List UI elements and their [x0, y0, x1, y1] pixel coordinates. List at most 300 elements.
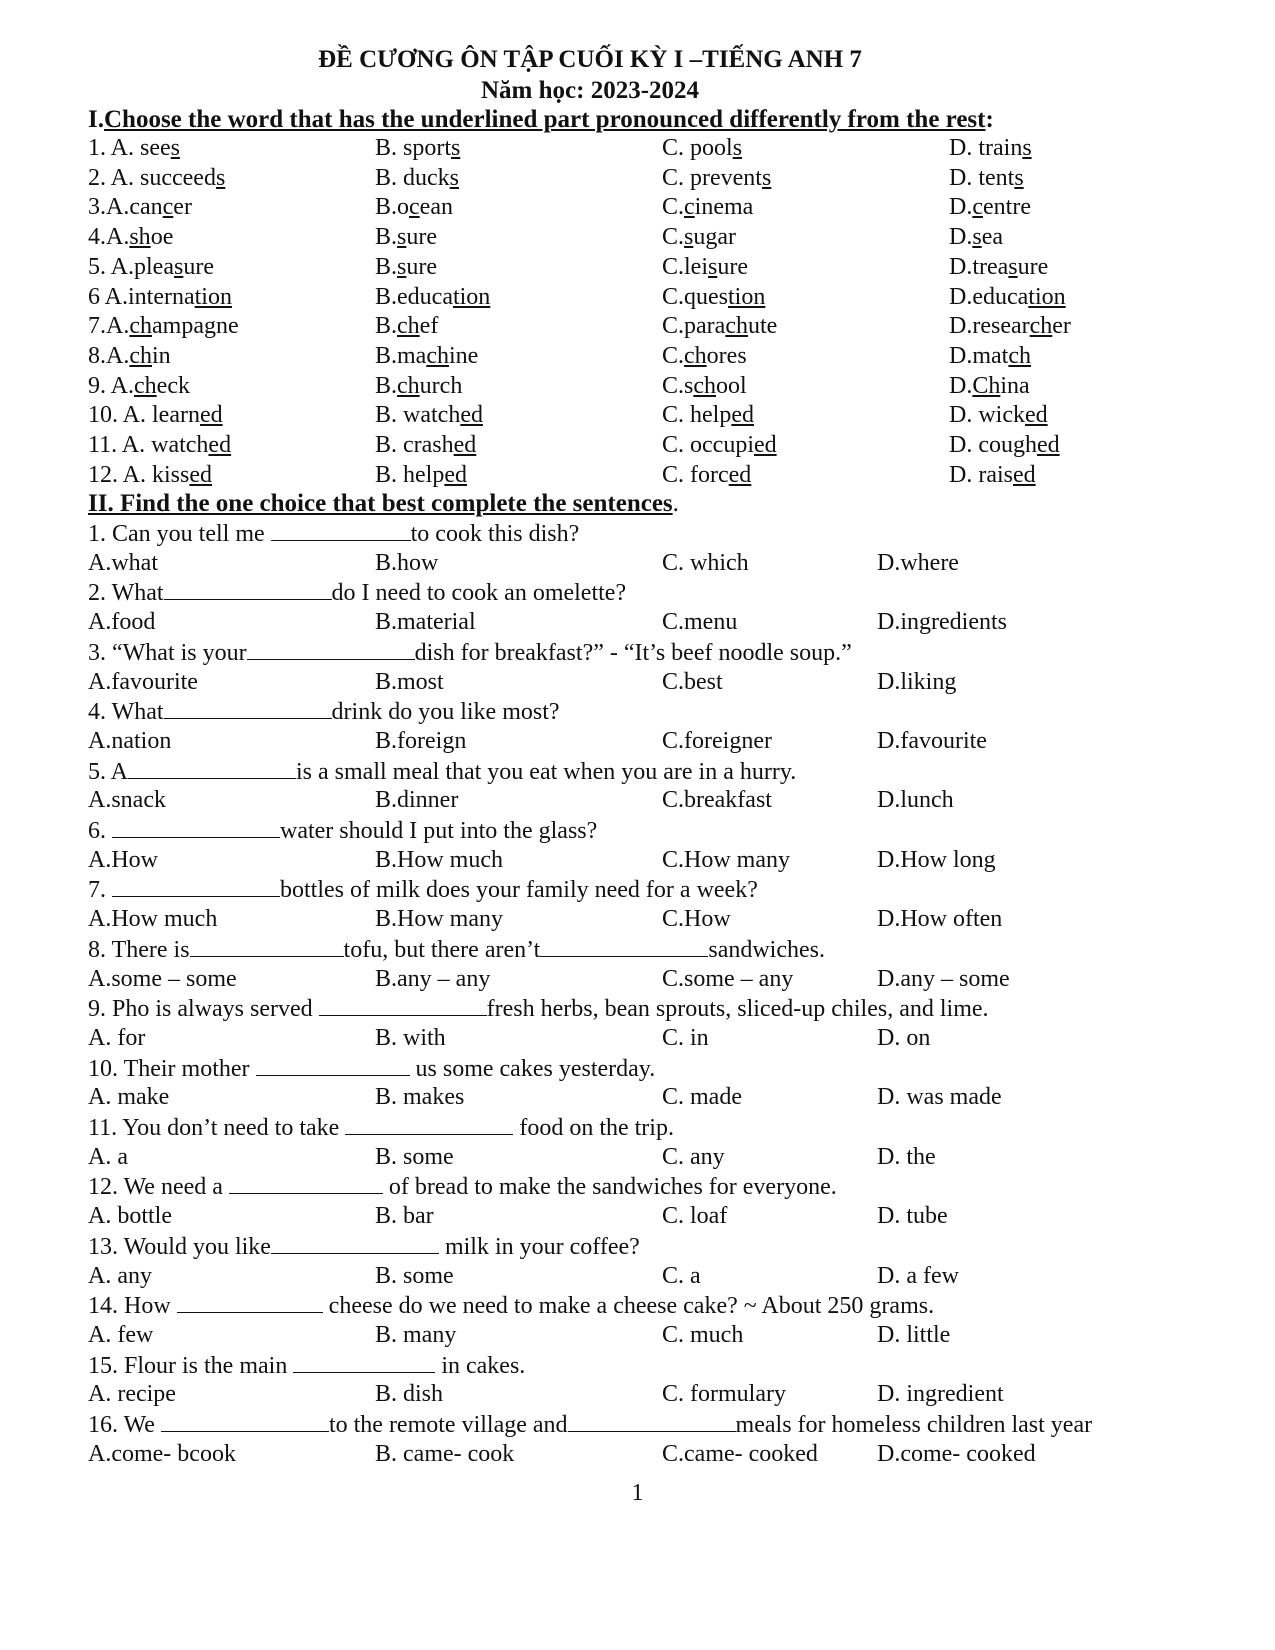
- options-line: [0, 550, 1275, 581]
- answer-blank: [293, 1352, 435, 1373]
- option-text: er: [1052, 313, 1071, 340]
- option-text: 8.A.: [88, 342, 130, 369]
- underlined-part: ch: [684, 342, 707, 369]
- pronunciation-option: [662, 194, 753, 221]
- pronunciation-option: [375, 165, 459, 192]
- underlined-part: ch: [426, 342, 449, 369]
- answer-blank: [319, 995, 487, 1016]
- answer-option: B.material: [375, 609, 476, 636]
- question-part: 15. Flour is the main: [88, 1352, 294, 1379]
- question-line: [0, 1173, 1275, 1204]
- option-text: D. wick: [949, 402, 1025, 429]
- underlined-part: tion: [1028, 283, 1066, 310]
- answer-option: C.best: [662, 668, 723, 695]
- underlined-part: c: [972, 194, 983, 221]
- answer-option: B.how: [375, 549, 439, 576]
- answer-option: D. tube: [877, 1203, 948, 1230]
- option-text: ure: [717, 253, 748, 280]
- options-line: [0, 966, 1275, 997]
- answer-option: B. bar: [375, 1203, 434, 1230]
- option-text: ool: [716, 372, 747, 399]
- pronunciation-item: [0, 284, 1275, 315]
- option-text: D.: [949, 372, 973, 399]
- option-text: ine: [448, 342, 479, 369]
- options-line: [0, 787, 1275, 818]
- question-text: [88, 1114, 674, 1142]
- option-text: B.: [375, 224, 398, 251]
- option-text: B. watch: [375, 402, 461, 429]
- underlined-part: ch: [129, 342, 152, 369]
- option-text: ure: [183, 253, 214, 280]
- option-text: C.lei: [662, 253, 708, 280]
- pronunciation-option: [375, 194, 453, 221]
- question-part: bottles of milk does your family need for a week?: [280, 877, 758, 904]
- section-2-period: .: [672, 490, 679, 517]
- answer-option: A.favourite: [88, 668, 198, 695]
- option-text: D.educa: [949, 283, 1029, 310]
- document-title: ĐỀ CƯƠNG ÔN TẬP CUỐI KỲ I –TIẾNG ANH 7: [318, 46, 862, 73]
- answer-option: C.How many: [662, 846, 790, 873]
- question-text: [88, 520, 579, 548]
- underlined-part: ch: [1008, 342, 1031, 369]
- answer-option: B.foreign: [375, 727, 467, 754]
- pronunciation-option: [88, 343, 171, 370]
- question-part: do I need to cook an omelette?: [331, 580, 627, 607]
- answer-option: A. make: [88, 1084, 170, 1111]
- option-text: 3.A.can: [88, 194, 163, 221]
- option-text: 12. A. kiss: [88, 461, 190, 488]
- underlined-part: ch: [725, 313, 748, 340]
- answer-option: D.liking: [877, 668, 957, 695]
- answer-option: C. loaf: [662, 1203, 728, 1230]
- question-part: 4. What: [88, 699, 164, 726]
- question-part: food on the trip.: [513, 1115, 674, 1141]
- question-part: in cakes.: [435, 1352, 526, 1379]
- answer-option: D.lunch: [877, 787, 954, 814]
- answer-option: A.food: [88, 609, 156, 636]
- answer-option: C.foreigner: [662, 727, 772, 754]
- answer-option: B. dish: [375, 1381, 444, 1408]
- option-text: ampagne: [152, 313, 239, 340]
- answer-option: D. little: [877, 1321, 951, 1348]
- pronunciation-item: [0, 462, 1275, 493]
- pronunciation-option: [662, 402, 754, 429]
- option-text: B. sport: [375, 135, 452, 161]
- option-text: C.: [662, 224, 685, 251]
- option-text: urch: [419, 372, 463, 399]
- question-part: dish for breakfast?” - “It’s beef noodle soup.”: [414, 639, 852, 666]
- question-part: milk in your coffee?: [438, 1233, 640, 1260]
- option-text: B.: [375, 253, 398, 280]
- pronunciation-item: [0, 313, 1275, 344]
- answer-option: B. with: [375, 1024, 446, 1051]
- question-text: [88, 1173, 837, 1201]
- options-line: [0, 1263, 1275, 1294]
- pronunciation-option: [88, 194, 192, 221]
- answer-option: D.come- cooked: [877, 1440, 1036, 1467]
- question-line: [0, 817, 1275, 848]
- answer-option: C. which: [662, 549, 749, 576]
- underlined-part: s: [972, 224, 982, 251]
- pronunciation-option: [949, 135, 1032, 162]
- option-text: ina: [1000, 372, 1030, 399]
- answer-blank: [164, 579, 332, 600]
- answer-option: C.How: [662, 906, 731, 933]
- question-part: cheese do we need to make a cheese cake? ~ About 250 grams.: [322, 1293, 935, 1320]
- question-text: [88, 1233, 640, 1261]
- option-text: C. forc: [662, 461, 729, 488]
- option-text: D. tent: [949, 164, 1015, 191]
- answer-option: A.How much: [88, 906, 218, 933]
- option-text: ure: [406, 224, 438, 251]
- question-part: 7.: [88, 877, 112, 904]
- underlined-part: tion: [728, 283, 766, 310]
- option-text: B.ma: [375, 342, 427, 369]
- option-text: D.resear: [949, 313, 1030, 340]
- pronunciation-option: [662, 135, 742, 162]
- option-text: in: [152, 342, 171, 369]
- underlined-part: ed: [731, 402, 754, 429]
- option-text: inema: [694, 194, 754, 221]
- pronunciation-option: [662, 284, 765, 311]
- answer-option: C.menu: [662, 609, 738, 636]
- pronunciation-option: [375, 402, 483, 429]
- answer-blank: [177, 1292, 323, 1313]
- question-line: [0, 1352, 1275, 1383]
- pronunciation-option: [375, 313, 438, 340]
- option-text: 5. A.plea: [88, 253, 174, 280]
- answer-option: B. some: [375, 1262, 454, 1289]
- option-text: D. cough: [949, 432, 1037, 458]
- pronunciation-option: [88, 462, 212, 489]
- pronunciation-option: [662, 224, 736, 251]
- underlined-part: s: [170, 135, 180, 161]
- question-part: to cook this dish?: [410, 521, 580, 547]
- pronunciation-item: [0, 402, 1275, 433]
- option-text: ure: [406, 253, 438, 280]
- underlined-part: s: [732, 135, 743, 161]
- options-line: [0, 728, 1275, 759]
- answer-option: A. for: [88, 1024, 146, 1051]
- answer-option: C.some – any: [662, 965, 794, 992]
- pronunciation-option: [949, 284, 1066, 311]
- option-text: 10. A. learn: [88, 402, 200, 429]
- answer-blank: [161, 1411, 329, 1432]
- pronunciation-item: [0, 432, 1275, 463]
- pronunciation-option: [949, 194, 1031, 221]
- option-text: D. rais: [949, 461, 1013, 488]
- pronunciation-item: [0, 135, 1275, 166]
- pronunciation-option: [662, 462, 751, 489]
- option-text: er: [173, 194, 192, 221]
- question-part: 3. “What is your: [88, 639, 247, 666]
- page-number: 1: [631, 1480, 644, 1506]
- underlined-part: Ch: [972, 372, 1001, 399]
- options-line: [0, 906, 1275, 937]
- pronunciation-option: [662, 432, 777, 459]
- option-text: B.: [375, 372, 398, 399]
- answer-option: D. was made: [877, 1084, 1002, 1111]
- answer-option: C.came- cooked: [662, 1440, 818, 1467]
- option-text: 1. A. see: [88, 135, 171, 161]
- answer-option: A.How: [88, 846, 158, 873]
- option-text: ute: [747, 313, 778, 340]
- answer-option: D. the: [877, 1143, 936, 1170]
- pronunciation-item: [0, 254, 1275, 285]
- underlined-part: s: [684, 224, 694, 251]
- answer-option: A.what: [88, 549, 158, 576]
- answer-blank: [229, 1173, 383, 1194]
- option-text: B.educa: [375, 283, 453, 310]
- underlined-part: ch: [129, 313, 152, 340]
- question-part: 14. How: [88, 1293, 177, 1320]
- options-line: [0, 1322, 1275, 1353]
- answer-option: B. some: [375, 1143, 454, 1170]
- option-text: ef: [419, 313, 439, 340]
- question-line: [0, 758, 1275, 789]
- pronunciation-option: [949, 432, 1060, 459]
- underlined-part: s: [761, 164, 772, 191]
- question-part: 10. Their mother: [88, 1055, 256, 1082]
- question-part: 1. Can you tell me: [88, 521, 271, 547]
- section-2-title: II. Find the one choice that best complete the sentences: [88, 490, 673, 517]
- underlined-part: ed: [753, 432, 777, 458]
- section-1-label: I.: [88, 106, 104, 133]
- underlined-part: s: [449, 164, 460, 191]
- option-text: D.trea: [949, 253, 1009, 280]
- options-line: [0, 609, 1275, 640]
- underlined-part: ch: [693, 372, 717, 399]
- underlined-part: s: [215, 164, 226, 191]
- pronunciation-option: [88, 432, 231, 459]
- question-part: of bread to make the sandwiches for everyone.: [382, 1174, 837, 1201]
- answer-option: C.breakfast: [662, 787, 772, 814]
- underlined-part: ed: [1036, 432, 1060, 458]
- options-line: [0, 1441, 1275, 1472]
- pronunciation-option: [88, 402, 223, 429]
- option-text: ean: [419, 194, 453, 221]
- option-text: entre: [983, 194, 1031, 221]
- answer-blank: [540, 936, 708, 957]
- option-text: B. help: [375, 461, 445, 488]
- pronunciation-option: [375, 373, 462, 400]
- underlined-part: s: [708, 253, 718, 280]
- question-line: [0, 1233, 1275, 1264]
- option-text: 6 A.interna: [88, 283, 195, 310]
- question-text: [88, 579, 626, 607]
- underlined-part: s: [1022, 135, 1032, 161]
- underlined-part: ed: [189, 461, 213, 488]
- underlined-part: ed: [199, 402, 223, 429]
- question-part: 2. What: [88, 580, 164, 607]
- question-part: 16. We: [88, 1412, 161, 1438]
- answer-option: A. few: [88, 1321, 154, 1348]
- pronunciation-option: [88, 165, 225, 192]
- answer-option: A. a: [88, 1143, 128, 1170]
- pronunciation-option: [375, 224, 437, 251]
- answer-option: A. recipe: [88, 1381, 176, 1408]
- question-line: [0, 520, 1275, 551]
- answer-option: B.How much: [375, 846, 503, 873]
- option-text: C. help: [662, 402, 732, 429]
- answer-blank: [164, 698, 332, 719]
- question-text: [88, 758, 796, 786]
- answer-option: A. bottle: [88, 1203, 172, 1230]
- question-part: is a small meal that you eat when you are in a hurry.: [296, 758, 797, 785]
- question-line: [0, 995, 1275, 1026]
- question-text: [88, 639, 852, 667]
- pronunciation-option: [88, 224, 173, 251]
- pronunciation-option: [949, 373, 1030, 400]
- pronunciation-option: [949, 402, 1048, 429]
- answer-option: A.nation: [88, 727, 172, 754]
- answer-option: D. a few: [877, 1262, 959, 1289]
- underlined-part: s: [451, 135, 461, 161]
- answer-option: B. many: [375, 1321, 457, 1348]
- section-2-heading: [88, 490, 679, 518]
- question-part: meals for homeless children last year: [735, 1412, 1093, 1438]
- question-text: [88, 1352, 525, 1380]
- pronunciation-option: [88, 313, 239, 340]
- pronunciation-option: [662, 343, 747, 370]
- underlined-part: tion: [452, 283, 491, 310]
- pronunciation-option: [88, 284, 232, 311]
- question-part: water should I put into the glass?: [280, 818, 598, 844]
- pronunciation-item: [0, 373, 1275, 404]
- options-line: [0, 847, 1275, 878]
- pronunciation-option: [375, 284, 490, 311]
- pronunciation-option: [88, 373, 190, 400]
- answer-blank: [271, 520, 411, 541]
- option-text: D.mat: [949, 342, 1009, 369]
- option-text: ugar: [693, 224, 737, 251]
- answer-option: C. formulary: [662, 1381, 786, 1408]
- underlined-part: ch: [397, 313, 420, 340]
- pronunciation-option: [662, 373, 747, 400]
- question-line: [0, 698, 1275, 729]
- underlined-part: ed: [208, 432, 232, 458]
- options-line: [0, 1025, 1275, 1056]
- option-text: oe: [150, 224, 174, 251]
- question-line: [0, 579, 1275, 610]
- option-text: C.: [662, 194, 685, 221]
- question-line: [0, 936, 1275, 967]
- option-text: B.o: [375, 194, 410, 221]
- question-text: [88, 1411, 1092, 1439]
- answer-blank: [112, 817, 280, 838]
- options-line: [0, 1084, 1275, 1115]
- underlined-part: tion: [194, 283, 232, 310]
- question-text: [88, 698, 560, 726]
- answer-option: D. on: [877, 1024, 931, 1051]
- option-text: C.para: [662, 313, 726, 340]
- option-text: C. prevent: [662, 164, 762, 191]
- option-text: D. train: [949, 135, 1023, 161]
- underlined-part: c: [162, 194, 174, 221]
- answer-option: C. in: [662, 1024, 709, 1051]
- underlined-part: ed: [444, 461, 467, 488]
- answer-blank: [112, 876, 280, 897]
- answer-option: B. came- cook: [375, 1440, 515, 1467]
- option-text: 2. A. succeed: [88, 164, 216, 191]
- pronunciation-option: [375, 343, 478, 370]
- answer-option: B.How many: [375, 906, 503, 933]
- answer-option: D.ingredients: [877, 609, 1007, 636]
- underlined-part: ch: [1029, 313, 1053, 340]
- pronunciation-item: [0, 224, 1275, 255]
- option-text: C. pool: [662, 135, 733, 161]
- pronunciation-option: [949, 165, 1024, 192]
- section-1-title: Choose the word that has the underlined part pronounced differently from the rest: [103, 106, 986, 133]
- options-line: [0, 1203, 1275, 1234]
- answer-option: C. a: [662, 1262, 701, 1289]
- answer-option: B.any – any: [375, 965, 491, 992]
- underlined-part: s: [397, 224, 407, 251]
- answer-option: A.come- bcook: [88, 1440, 236, 1467]
- underlined-part: c: [684, 194, 695, 221]
- pronunciation-option: [662, 165, 771, 192]
- question-text: [88, 1292, 934, 1320]
- question-part: drink do you like most?: [331, 699, 560, 726]
- question-line: [0, 1114, 1275, 1145]
- pronunciation-option: [662, 254, 748, 281]
- answer-blank: [128, 758, 296, 779]
- option-text: B. crash: [375, 432, 454, 458]
- answer-blank: [271, 1233, 439, 1254]
- question-part: 13. Would you like: [88, 1233, 271, 1260]
- option-text: C.ques: [662, 283, 728, 310]
- pronunciation-item: [0, 343, 1275, 374]
- question-part: tofu, but there aren’t: [343, 936, 541, 963]
- question-line: [0, 876, 1275, 907]
- question-part: 11. You don’t need to take: [88, 1115, 346, 1141]
- underlined-part: ed: [460, 402, 483, 429]
- options-line: [0, 1381, 1275, 1412]
- answer-option: D.How often: [877, 906, 1003, 933]
- pronunciation-option: [949, 313, 1071, 340]
- option-text: D.: [949, 224, 973, 251]
- answer-option: D.How long: [877, 846, 996, 873]
- question-line: [0, 639, 1275, 670]
- options-line: [0, 669, 1275, 700]
- answer-option: C. much: [662, 1321, 744, 1348]
- answer-option: B. makes: [375, 1084, 465, 1111]
- option-text: C.: [662, 342, 685, 369]
- answer-blank: [247, 639, 415, 660]
- option-text: 11. A. watch: [88, 432, 209, 458]
- question-part: 8. There is: [88, 936, 190, 963]
- question-part: 12. We need a: [88, 1174, 229, 1201]
- question-text: [88, 1055, 655, 1083]
- pronunciation-option: [375, 432, 476, 459]
- question-part: sandwiches.: [708, 936, 825, 963]
- answer-blank: [256, 1055, 410, 1076]
- question-part: 5. A: [88, 758, 129, 785]
- pronunciation-option: [949, 254, 1048, 281]
- option-text: ores: [706, 342, 747, 369]
- question-line: [0, 1292, 1275, 1323]
- question-part: to the remote village and: [328, 1412, 568, 1438]
- pronunciation-option: [375, 254, 437, 281]
- answer-option: C. made: [662, 1084, 742, 1111]
- section-1-colon: :: [985, 106, 994, 133]
- question-part: fresh herbs, bean sprouts, sliced-up chiles, and lime.: [486, 996, 989, 1023]
- pronunciation-item: [0, 194, 1275, 225]
- answer-option: D. ingredient: [877, 1381, 1004, 1408]
- answer-option: B.dinner: [375, 787, 459, 814]
- pronunciation-option: [949, 343, 1031, 370]
- answer-option: A.some – some: [88, 965, 237, 992]
